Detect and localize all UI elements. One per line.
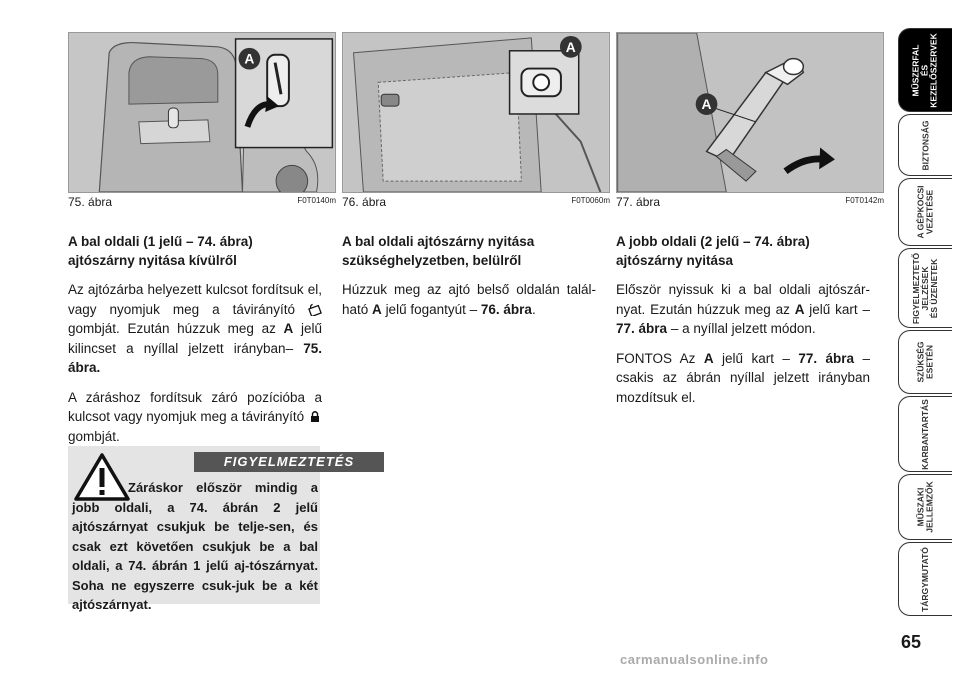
figure-number: 76. ábra [342,195,387,209]
warning-text: Záráskor először mindig a jobb oldali, a 74. ábrán 2 jelű ajtószárnyat csukjuk be telje-sen, és csak ezt követően csukjuk be a bal oldali, a 74. ábrán 1 jelű aj-tószárnyat. Soha ne egyszerre csuk-juk be a két ajtószárnyat. [72,480,318,612]
figure-reference: 75. ábra. [68,340,322,375]
text-span: Az ajtózárba helyezett kulcsot fordítsuk el, vagy nyomjuk meg a távirányító [68,282,322,317]
text-span: – a nyíllal jelzett módon. [670,321,816,336]
text-span: FONTOS Az [616,350,696,366]
tab-label: MŰSZAKI JELLEMZŐK [915,481,935,533]
figure-reference: 76. ábra [480,301,532,317]
text-span: – csakis az ábrán nyíllal jelzett irányban mozdítsuk el. [616,350,870,405]
figure-76-caption [342,195,610,211]
callout-letter: A [701,96,712,113]
label-letter: A [283,321,294,336]
tab-label: A GÉPKOCSI VEZETÉSE [915,185,935,239]
tab-label: MŰSZERFAL ÉS KEZELŐSZERVEK [911,32,939,108]
column-right-door [616,232,870,417]
paragraph [616,349,870,408]
callout-letter: A [565,38,576,55]
callout-a-badge [343,33,609,192]
tab-szukseg-eseten[interactable] [898,330,952,394]
callout-letter: A [244,50,255,67]
figure-number: 75. ábra [68,195,113,209]
tab-gepkocsi-vezetese[interactable] [898,178,952,246]
chapter-tabs [896,0,960,677]
closed-padlock-icon [308,410,322,423]
figure-reference: 77. ábra [798,350,855,366]
figure-75-caption [68,195,336,211]
paragraph [68,280,322,378]
figure-number: 77. ábra [616,195,661,209]
tab-biztonsag[interactable] [898,114,952,176]
text-span: jelű kart – [722,350,790,366]
figure-code: F0T0142m [845,196,884,205]
paragraph [616,280,870,339]
figure-code: F0T0060m [571,196,610,205]
text-span: Húzzuk meg az ajtó belső oldalán talál-ható [342,282,596,317]
column-emergency-inside [342,232,596,329]
text-span: jelű fogantyút – [385,301,478,317]
tab-muszaki-jellemzok[interactable] [898,474,952,540]
page-number: 65 [900,632,922,652]
text-span: jelű kart – [809,301,870,317]
tab-targymutato[interactable] [898,542,952,616]
text-span: A záráshoz fordítsuk záró pozícióba a kulcsot vagy nyomjuk meg a távirányító [68,389,322,424]
callout-a-badge [617,33,883,192]
tab-label: TÁRGYMUTATÓ [920,546,930,612]
tab-label: BIZTONSÁG [920,120,930,170]
paragraph [342,280,596,319]
section-heading: A bal oldali ajtószárny nyitása szükséghelyzetben, belülről [342,234,535,268]
tab-karbantartas[interactable] [898,396,952,472]
label-letter: A [794,301,805,317]
tab-muszerfal[interactable] [898,28,952,112]
text-span: . [531,301,536,317]
tab-figyelmezteto[interactable] [898,248,952,328]
open-padlock-icon [308,303,322,316]
callout-a-badge [69,33,335,192]
tab-label: SZÜKSÉG ESETÉN [915,341,935,383]
text-span: gombját. Ezután húzzuk meg az [68,321,276,336]
paragraph [68,388,322,447]
figure-reference: 77. ábra [616,321,668,336]
text-span: gombját. [68,428,120,444]
column-left-door-outside [68,232,322,456]
figure-code: F0T0140m [297,196,336,205]
label-letter: A [372,301,382,317]
text-span: jelű kilincset a nyíllal jelzett irányban– [68,321,322,356]
warning-box [68,446,355,612]
watermark-text: carmanualsonline.info [620,652,769,667]
section-heading: A bal oldali (1 jelű – 74. ábra) ajtószárny nyitása kívülről [68,234,253,268]
figure-75-image [68,32,336,193]
figure-77-caption [616,195,884,211]
figure-76-image [342,32,610,193]
text-span: Először nyissuk ki a bal oldali ajtószár-nyat. Ezután húzzuk meg az [616,282,870,317]
section-heading: A jobb oldali (2 jelű – 74. ábra) ajtószárny nyitása [616,234,810,268]
tab-label: FIGYELMEZTETŐ JELZÉSEK ÉS ÜZENETEK [911,252,939,324]
warning-title: FIGYELMEZTETÉS [194,452,384,472]
figure-77-image [616,32,884,193]
label-letter: A [703,350,714,366]
tab-label: KARBANTARTÁS [920,398,931,470]
